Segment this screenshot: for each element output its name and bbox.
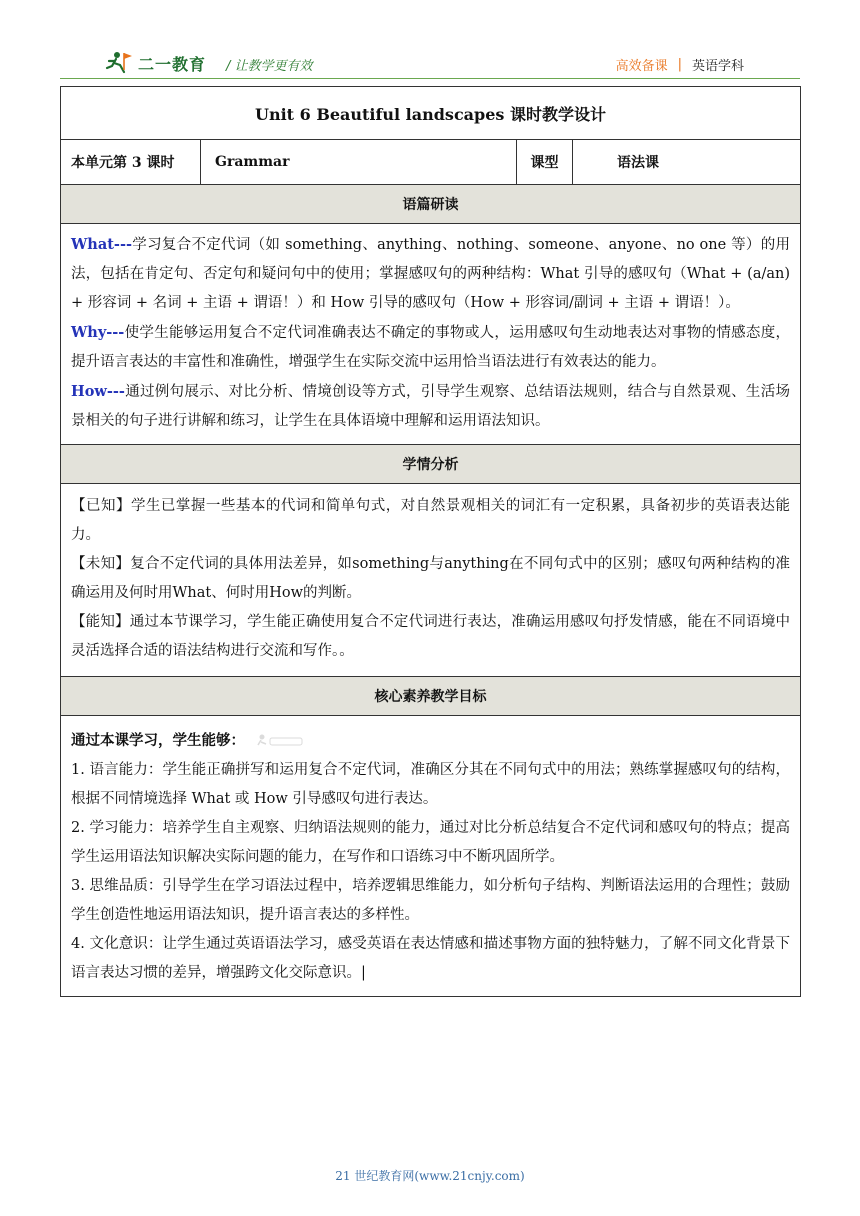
how-label: How---	[71, 383, 125, 400]
goals-intro: 通过本课学习，学生能够：	[71, 732, 245, 749]
why-paragraph	[71, 318, 790, 377]
able-paragraph: 【能知】通过本节课学习，学生能正确使用复合不定代词进行表达，准确运用感叹句抒发情感，能在不同语境中灵活选择合适的语法结构进行交流和写作。。	[71, 614, 790, 659]
how-paragraph	[71, 377, 790, 436]
logo-text: 二一教育	[138, 54, 207, 74]
goal-item: 2. 学习能力：培养学生自主观察、归纳语法规则的能力，通过对比分析总结复合不定代词和感叹句的特点；提高学生运用语法知识解决实际问题的能力，在写作和口语练习中不断巩固所学。	[71, 820, 790, 865]
known-paragraph: 【已知】学生已掌握一些基本的代词和简单句式，对自然景观相关的词汇有一定积累，具备初步的英语表达能力。	[71, 498, 790, 543]
why-text: 使学生能够运用复合不定代词准确表达不确定的事物或人，运用感叹句生动地表达对事物的情感态度，提升语言表达的丰富性和准确性，增强学生在实际交流中运用恰当语法进行有效表达的能力。	[71, 325, 790, 370]
how-text: 通过例句展示、对比分析、情境创设等方式，引导学生观察、总结语法规则，结合与自然景观、生活场景相关的句子进行讲解和练习，让学生在具体语境中理解和运用语法知识。	[71, 384, 790, 429]
slogan: / 让教学更有效	[226, 59, 313, 74]
lesson-type-value: 语法课	[573, 140, 801, 185]
header-separator: |	[677, 57, 682, 72]
student-analysis-content	[61, 484, 801, 677]
lesson-type-label: 课型	[517, 140, 573, 185]
running-figure-flag-icon	[104, 50, 134, 76]
section-heading-text-study: 语篇研读	[61, 185, 801, 224]
goal-item: 1. 语言能力：学生能正确拼写和运用复合不定代词，准确区分其在不同句式中的用法；熟练掌握感叹句的结构，根据不同情境选择 What 或 How 引导感叹句进行表达。	[71, 762, 790, 807]
watermark-logo-icon	[255, 732, 305, 750]
page-header	[60, 44, 800, 84]
page-footer: 21 世纪教育网(www.21cnjy.com)	[335, 1169, 525, 1183]
header-rule	[60, 78, 800, 79]
why-label: Why---	[71, 324, 125, 341]
lesson-plan-table	[60, 86, 801, 997]
brand-logo	[104, 50, 206, 76]
goal-item: 4. 文化意识：让学生通过英语语法学习，感受英语在表达情感和描述事物方面的独特魅力，了解不同文化背景下语言表达习惯的差异，增强跨文化交际意识。|	[71, 936, 790, 981]
header-tag: 高效备课	[615, 59, 668, 74]
lesson-info-row	[61, 140, 801, 185]
subject-label: 英语学科	[691, 59, 744, 74]
what-paragraph	[71, 230, 790, 318]
what-text: 学习复合不定代词（如 something、anything、nothing、someone、anyone、no one 等）的用法，包括在肯定句、否定句和疑问句中的使用；掌握感叹句的两种结构：What 引导的感叹句（What + (a/an) + 形容词 + 名词 + 主语 + 谓语！）和 How 引导的感叹句（How + 形容词/副词 + 主语 + 谓语！）。	[71, 237, 790, 311]
header-subject	[616, 55, 744, 74]
core-goals-content	[61, 716, 801, 997]
goals-intro-line	[71, 726, 790, 756]
lesson-number-label: 本单元第 3 课时	[61, 140, 201, 185]
document-title: Unit 6 Beautiful landscapes 课时教学设计	[61, 87, 801, 140]
unknown-paragraph: 【未知】复合不定代词的具体用法差异，如something与anything在不同句式中的区别；感叹句两种结构的准确运用及何时用What、何时用How的判断。	[71, 556, 790, 601]
goal-item: 3. 思维品质：引导学生在学习语法过程中，培养逻辑思维能力，如分析句子结构、判断语法运用的合理性；鼓励学生创造性地运用语法知识，提升语言表达的多样性。	[71, 878, 790, 923]
lesson-name: Grammar	[201, 140, 517, 185]
what-label: What---	[71, 236, 132, 253]
text-study-content	[61, 224, 801, 445]
section-heading-core-goals: 核心素养教学目标	[61, 677, 801, 716]
section-heading-student-analysis: 学情分析	[61, 445, 801, 484]
